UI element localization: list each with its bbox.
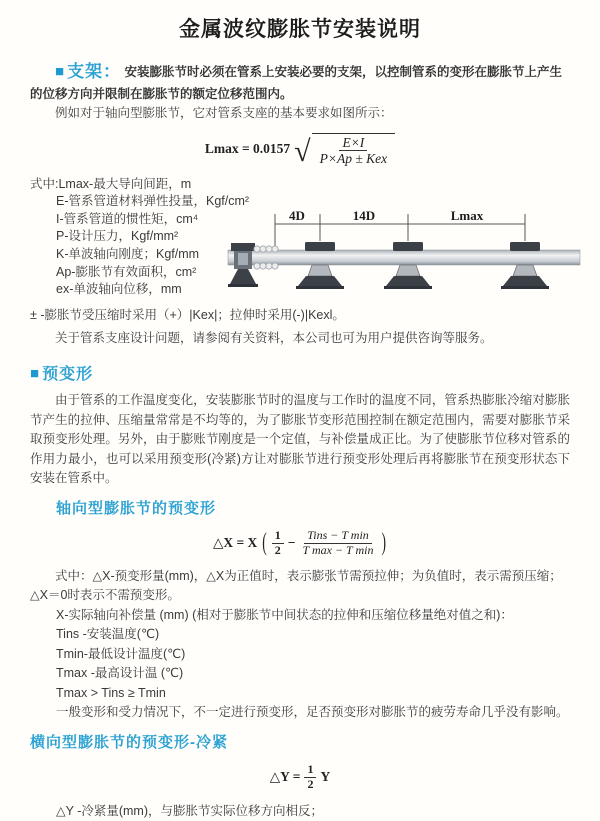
axial-predeform-formula (30, 529, 570, 558)
definition-item: 式中:Lmax-最大导向间距，m (30, 176, 192, 191)
formula-denominator: P×Ap ± Kex (319, 151, 388, 167)
half-denominator: 2 (307, 776, 314, 791)
pipe-support (384, 242, 432, 289)
axial-note-1: 式中：△X-预变形量(mm)，△X为正值时，表示膨张节需预拉伸；为负值时，表示需预压缩；△X＝0时表示不需预变形。 (30, 568, 562, 603)
formula-lhs: Lmax = 0.0157 (204, 141, 291, 157)
support-section-heading (55, 62, 121, 81)
axial-subsection-heading: 轴向型膨胀节的预变形 (56, 499, 217, 517)
sqrt-fraction (312, 133, 396, 167)
pipe-support (296, 242, 344, 289)
axial-formula-lhs: △X = X (212, 535, 258, 551)
predeform-section-heading (30, 362, 570, 388)
pipe-support (501, 242, 549, 289)
half-fraction (272, 529, 284, 558)
temperature-definitions (30, 625, 570, 703)
definition-item: K-单波轴向刚度；Kgf/mm (56, 247, 200, 262)
definition-item: Ap-膨胀节有效面积，cm² (56, 264, 197, 279)
axial-note-2: X-实际轴向补偿量 (mm) (相对于膨胀节中间状态的拉伸和压缩位移量绝对值之和)： (56, 607, 513, 622)
section-square-marker: ■ (30, 364, 41, 382)
section-square-marker: ■ (55, 62, 66, 80)
temp-definition-line: Tins -安装温度(℃) (56, 627, 160, 642)
definition-item: E-管系管道材料弹性投量，Kgf/cm² (56, 194, 250, 209)
definition-item: ex-单波轴向位移，mm (56, 282, 182, 297)
definition-item: P-设计压力，Kgf/mm² (56, 229, 179, 244)
dim-label-4d: 4D (289, 207, 305, 223)
half-fraction (304, 763, 316, 792)
predeform-heading-text: 预变形 (42, 365, 94, 383)
plus-minus-note: ± -膨胀节受压缩时采用（+）|Kex|；拉伸时采用(-)|Kexl。 (30, 307, 345, 322)
half-denominator: 2 (274, 543, 281, 558)
formula-numerator: E×I (339, 135, 367, 152)
predeform-body-paragraph: 由于管系的工作温度变化，安装膨胀节时的温度与工作时的温度不同，管系热膨胀冷缩对膨胀节产生的拉伸、压缩量常常是不均等的，为了膨胀节变形范围控制在额定范围内，需要对膨胀节采取预变形处理。另外，由于膨账节刚度是一个定值，与补偿量成正比。为了使膨胀节位移对管系的作用力最小，也可以采用预变形(冷紧)方让对膨胀节进行预变形处理后再将膨胀节在预变形状态下安装在管系中。 (30, 393, 570, 486)
lateral-subsection-heading: 横向型膨胀节的预变形-冷紧 (30, 733, 228, 751)
sqrt-symbol: √ (294, 134, 311, 168)
temp-numerator: Tins − T min (304, 529, 372, 544)
temp-definition-line: Tmax > Tins ≥ Tmin (56, 685, 166, 700)
support-example-line: 例如对于轴向型膨胀节，它对管系支座的基本要求如图所示： (55, 106, 393, 121)
temp-definition-line: Tmin-最低设计温度(℃) (56, 646, 186, 661)
temperature-fraction (300, 529, 377, 558)
axial-note-3: 一般变形和受力情况下，不一定进行预变形，足否预变形对膨胀节的疲劳寿命几乎没有影响。 (56, 705, 569, 720)
open-paren: ( (262, 527, 267, 556)
guide-spacing-formula (30, 133, 570, 167)
dim-label-14d: 14D (352, 207, 376, 223)
support-heading-text: 支架： (67, 61, 122, 81)
lateral-note: △Y -冷紧量(mm)，与膨胀节实际位移方向相反； (56, 803, 324, 818)
dim-label-lmax: Lmax (450, 207, 484, 223)
half-numerator: 1 (272, 529, 284, 544)
definition-item: I-管系管道的惯性矩，cm⁴ (56, 211, 199, 226)
minus-sign: − (287, 535, 296, 551)
lateral-formula-lhs: △Y = (269, 768, 301, 784)
definitions-and-diagram-zone (30, 176, 570, 304)
temp-denominator: T max − T min (302, 543, 374, 558)
lateral-predeform-formula (30, 763, 570, 792)
close-paren: ) (381, 527, 387, 556)
pipe-support-diagram (228, 208, 580, 308)
support-intro-text: 安装膨胀节时必须在管系上安装必要的支架，以控制管系的变形在膨胀节上产生的位移方向并限制在膨胀节的额定位移范围内。 (30, 64, 563, 101)
page-title: 金属波纹膨胀节安装说明 (179, 18, 421, 41)
consulting-note: 关于管系支座设计问题，请参阅有关资料，本公司也可为用户提供咨询等服务。 (55, 331, 493, 346)
pipe-body (228, 250, 580, 265)
half-numerator: 1 (304, 763, 316, 778)
lateral-formula-rhs: Y (320, 768, 331, 784)
temp-definition-line: Tmax -最高设计温 (℃) (56, 666, 184, 681)
support-intro-paragraph (30, 59, 570, 105)
